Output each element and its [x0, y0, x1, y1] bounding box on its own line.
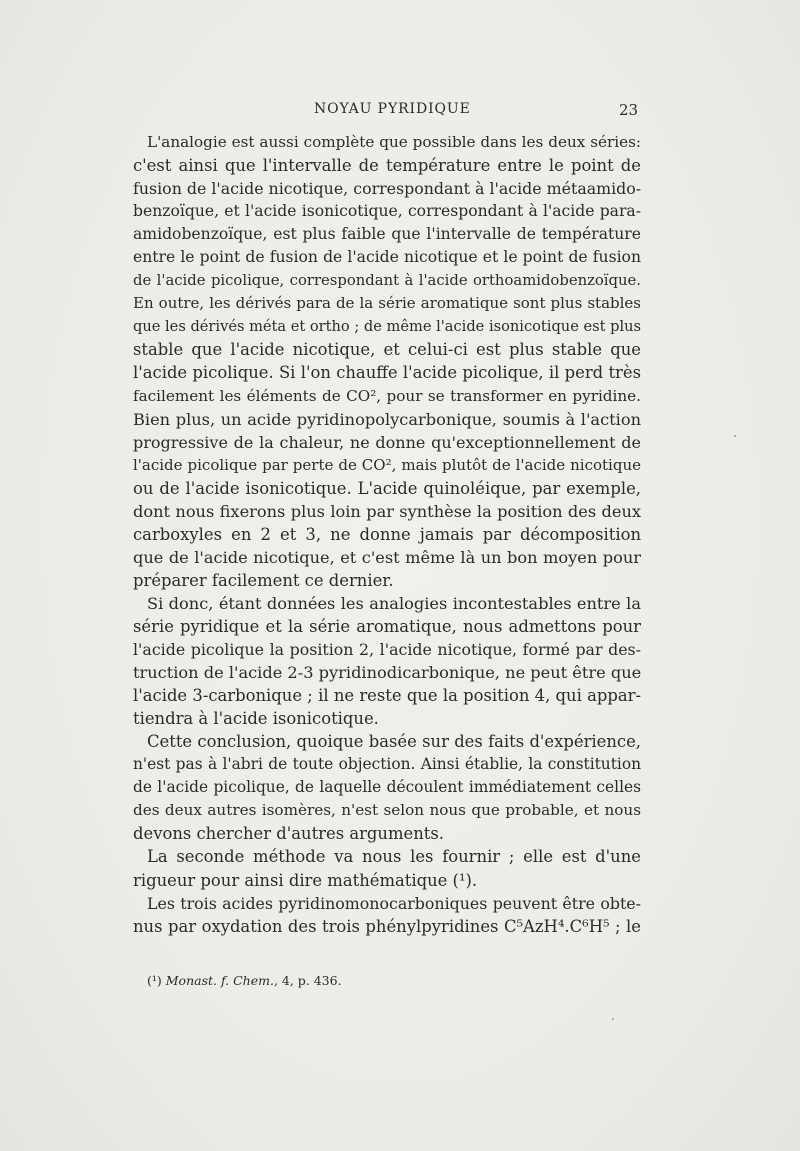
- text-line: Bien plus, un acide pyridinopolycarbonique, soumis à l'action: [133, 409, 641, 429]
- text-line: c'est ainsi que l'intervalle de température entre le point de: [133, 156, 641, 176]
- text-line: que de l'acide nicotique, et c'est même là un bon moyen pour: [133, 547, 641, 567]
- text-line: des deux autres isomères, n'est selon nous que probable, et nous: [133, 801, 641, 820]
- text-line: truction de l'acide 2-3 pyridinodicarbonique, ne peut être que: [133, 663, 642, 683]
- footnote-marker: (¹): [147, 973, 166, 988]
- text-line: l'acide picolique par perte de CO², mais plutôt de l'acide nicotique: [133, 455, 641, 474]
- text-line: l'acide 3-carbonique ; il ne reste que la position 4, qui appar-: [133, 686, 641, 706]
- text-line: dont nous fixerons plus loin par synthèse la position des deux: [133, 501, 641, 521]
- text-line: entre le point de fusion de l'acide nicotique et le point de fusion: [133, 248, 641, 267]
- text-line: amidobenzoïque, est plus faible que l'intervalle de température: [133, 225, 641, 244]
- paper-speck: [734, 435, 736, 437]
- footnote: [147, 973, 342, 988]
- text-line: facilement les éléments de CO², pour se transformer en pyridine.: [133, 386, 641, 405]
- paper-speck: [612, 1018, 614, 1020]
- page-number: 23: [619, 101, 639, 119]
- text-line: ou de l'acide isonicotique. L'acide quinoléique, par exemple,: [133, 478, 641, 498]
- text-line: de l'acide picolique, de laquelle découlent immédiatement celles: [133, 778, 641, 797]
- footnote-reference: , 4, p. 436.: [273, 973, 342, 988]
- text-line: nus par oxydation des trois phénylpyridines C⁵AzH⁴.C⁶H⁵ ; le: [133, 916, 641, 936]
- text-line: progressive de la chaleur, ne donne qu'exceptionnellement de: [133, 432, 641, 452]
- text-line: benzoïque, et l'acide isonicotique, correspondant à l'acide para-: [133, 202, 641, 221]
- text-line: La seconde méthode va nous les fournir ; elle est d'une: [147, 847, 641, 867]
- text-line: série pyridique et la série aromatique, nous admettons pour: [133, 616, 641, 636]
- text-line: Cette conclusion, quoique basée sur des faits d'expérience,: [147, 732, 641, 752]
- footnote-source: Monast. f. Chem.: [165, 973, 274, 988]
- running-title: NOYAU PYRIDIQUE: [314, 101, 471, 117]
- text-line: carboxyles en 2 et 3, ne donne jamais par décomposition: [133, 524, 641, 544]
- text-line: L'analogie est aussi complète que possible dans les deux séries:: [147, 133, 641, 151]
- text-line: En outre, les dérivés para de la série aromatique sont plus stables: [133, 294, 641, 313]
- text-line: n'est pas à l'abri de toute objection. Ainsi établie, la constitution: [133, 755, 641, 774]
- text-line: stable que l'acide nicotique, et celui-ci est plus stable que: [133, 340, 641, 360]
- text-line: de l'acide picolique, correspondant à l'acide orthoamidobenzoïque.: [133, 272, 641, 290]
- text-line: devons chercher d'autres arguments.: [133, 824, 444, 844]
- text-line: l'acide picolique la position 2, l'acide nicotique, formé par des-: [133, 640, 641, 660]
- text-line: l'acide picolique. Si l'on chauffe l'acide picolique, il perd très: [133, 363, 641, 383]
- text-line: que les dérivés méta et ortho ; de même l'acide isonicotique est plus: [133, 318, 641, 336]
- text-line: Les trois acides pyridinomonocarboniques peuvent être obte-: [147, 893, 641, 913]
- running-head: [0, 101, 800, 123]
- text-line: fusion de l'acide nicotique, correspondant à l'acide métaamido-: [133, 179, 642, 199]
- text-line: Si donc, étant données les analogies incontestables entre la: [147, 593, 641, 613]
- text-line: rigueur pour ainsi dire mathématique (¹).: [133, 870, 478, 890]
- text-line: tiendra à l'acide isonicotique.: [133, 709, 379, 729]
- text-line: préparer facilement ce dernier.: [133, 570, 394, 590]
- body-text: [133, 131, 641, 938]
